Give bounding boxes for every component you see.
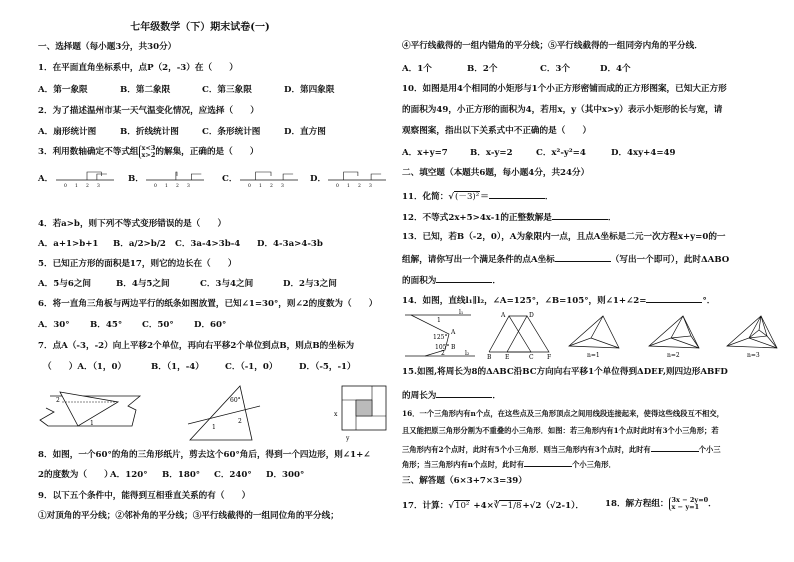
y-label: y [346, 435, 350, 442]
q3-option-c: C． [222, 174, 238, 184]
q11-equals: ＝ [480, 192, 489, 202]
C-label: C [529, 354, 534, 361]
option-a: A．5与6之间 [38, 279, 92, 289]
solution-bracket [344, 172, 358, 180]
equation-1: 3x − 2y=0 [671, 495, 709, 504]
q16-line4 [402, 457, 616, 470]
q7-options [43, 362, 356, 373]
angle-2-label: 2 [441, 350, 445, 357]
option-a: A．1个 [402, 64, 432, 74]
l1-label: l₁ [459, 309, 464, 316]
q3-option-a: A． [38, 174, 54, 184]
n3-label: n=3 [747, 352, 760, 359]
q11-pre: 11．化简： [402, 192, 449, 202]
tick-label: 2 [358, 184, 361, 189]
option-c: C．240° [214, 470, 252, 480]
x-label: x [334, 411, 338, 418]
option-d: D．第四象限 [284, 85, 335, 95]
q13-text-4: 的面积为 [402, 276, 437, 286]
q8-line2 [38, 470, 304, 481]
q17-label: 17．计算： [402, 501, 449, 511]
answer-blank[interactable] [436, 388, 492, 398]
option-d: D．（-5，-1） [299, 362, 356, 372]
tick-label: 3 [369, 184, 372, 189]
q13-text-2: 组解，请你写出一个满足条件的点A坐标 [402, 255, 555, 265]
E-label: E [505, 354, 510, 361]
option-b: B．x-y=2 [470, 148, 513, 158]
q2-text: 2．为了描述温州市某一天气温变化情况，应选择（ ） [38, 106, 259, 116]
q16-text-2: 且又能把原三角形分割为不重叠的小三角形．如图：若三角形内有1个点时此时有3个小三角形；若 [402, 426, 719, 435]
option-b: B．45° [90, 320, 123, 330]
answer-blank[interactable] [651, 442, 699, 452]
q16-text-5: 角形；当三角形内有n个点时，此时有 [402, 460, 525, 469]
q10-figure [334, 384, 390, 442]
option-c: C．x²-y²=4 [536, 148, 586, 158]
tick-label: 2 [270, 184, 273, 189]
q2-options [38, 127, 326, 138]
option-a: （ ）A．（1，0） [43, 362, 127, 372]
q15-end: ． [492, 391, 501, 401]
option-c: C．条形统计图 [202, 127, 261, 137]
page-title: 七年级数学（下）期末试卷(一) [130, 22, 270, 33]
section-2-heading: 二、填空题（本题共6题，每小题4分，共24分） [402, 168, 590, 178]
angle-1-label: 1 [90, 420, 94, 427]
q9-options [402, 64, 631, 75]
angle-2-label: 2 [56, 397, 60, 404]
q17-radicand-1: 10² [455, 501, 470, 511]
q13-end: ． [492, 276, 501, 286]
q15-text-2: 的周长为 [402, 391, 437, 401]
tick-label: 3 [281, 184, 284, 189]
option-a: A．第一象限 [38, 85, 88, 95]
solution-bracket [371, 174, 381, 180]
A-label: A [451, 329, 456, 336]
q16-figures [567, 312, 792, 360]
q11-radicand: (－3)² [455, 192, 480, 202]
q10-options [402, 148, 675, 159]
tick-label: 3 [97, 184, 100, 189]
ineq-2: x>2 [141, 150, 156, 159]
n1-label: n=1 [587, 352, 600, 359]
option-d: D．2与3之间 [283, 279, 337, 289]
B-label: B [487, 354, 492, 361]
option-a: A．扇形统计图 [38, 127, 97, 137]
equation-system [669, 497, 709, 511]
q5-text: 5．已知正方形的面积是17，则它的边长在（ ） [38, 259, 237, 269]
q3-text [38, 144, 259, 160]
q9-conditions-1: ①对顶角的平分线；②邻补角的平分线；③平行线截得的一组同位角的平分线； [38, 511, 339, 521]
q17-radicand-2: −1/8 [500, 501, 522, 511]
q3-post: 的解集，正确的是（ ） [155, 147, 259, 157]
q6-figure [38, 392, 148, 442]
q4-text: 4．若a>b，则下列不等式变形错误的是（ ） [38, 219, 227, 229]
option-b: B．180° [162, 470, 201, 480]
angle-60-label: 60° [230, 397, 241, 404]
option-d: D．300° [266, 470, 305, 480]
inequality-system [139, 145, 156, 159]
q14-text: 14．如图，直线l₁∥l₂，∠A=125°，∠B=105°，则∠1+∠2= [402, 296, 647, 306]
q6-options [38, 320, 226, 331]
q3-pre: 3．利用数轴确定不等式组 [38, 147, 139, 157]
q17-mid: +4× [473, 501, 494, 511]
q1-options [38, 85, 334, 96]
q14-end: °． [702, 296, 716, 306]
q10-text-1: 10．如图是用4个相同的小矩形与1个小正方形密铺而成的正方形图案，已知大正方形 [402, 84, 727, 94]
answer-blank[interactable] [555, 252, 611, 262]
answer-blank[interactable] [489, 189, 545, 199]
q13-line3 [402, 273, 501, 287]
q13-text-1: 13．已知，若B（-2，0），A为象限内一点，且点A坐标是二元一次方程x+y=0的一 [402, 232, 726, 242]
q10-text-2: 的面积为49，小正方形的面积为4，若用x，y（其中x>y）表示小矩形的长与宽，请 [402, 105, 723, 115]
q16-text-1: 16．一个三角形内有n个点，在这些点及三角形顶点之间用线段连接起来，使得这些线段互不相交， [402, 409, 724, 418]
option-d: D．4xy+4=49 [611, 148, 676, 158]
section-1-heading: 一、选择题（每小题3分，共30分） [38, 42, 177, 52]
q18-label: 18．解方程组： [605, 499, 669, 509]
q11-end: ． [544, 192, 554, 202]
125-label: 125° [433, 334, 448, 341]
option-d: D．直方图 [284, 127, 326, 137]
equation-2: x − y=1 [671, 502, 700, 511]
angle-1-label: 1 [437, 317, 441, 324]
option-a: A．120° [110, 470, 148, 480]
number-line [240, 168, 300, 188]
q6-text: 6．将一直角三角板与两边平行的纸条如图放置，已知∠1=30°，则∠2的度数为（ ） [38, 299, 378, 309]
q1-text: 1．在平面直角坐标系中，点P（2，-3）在（ ） [38, 63, 238, 73]
section-3-heading: 三、解答题（6×3+7×3=39） [402, 476, 527, 486]
solution-bracket [256, 172, 271, 180]
tick-label: 1 [165, 184, 168, 189]
q15-line2 [402, 388, 501, 402]
angle-2-label: 2 [238, 418, 242, 425]
option-b: B．a/2>b/2 [113, 239, 166, 249]
number-line [56, 168, 116, 188]
l2-label: l₂ [465, 350, 470, 357]
q12-end: ． [607, 213, 617, 223]
solution-bracket [191, 174, 201, 180]
answer-blank[interactable] [552, 210, 608, 220]
number-line [146, 168, 206, 188]
option-b: B．2个 [467, 64, 498, 74]
q17: 17．计算：√10² +4×∛−1/8+√2（√2-1）． [402, 501, 584, 511]
option-b: B．折线统计图 [120, 127, 179, 137]
tick-label: 1 [259, 184, 262, 189]
q4-options [38, 239, 323, 250]
option-a: A．x+y=7 [402, 148, 448, 158]
D-label: D [529, 312, 534, 319]
q14 [402, 293, 715, 307]
q8-text-2: 2的度数为（ ） [38, 470, 113, 480]
tick-label: 2 [86, 184, 89, 189]
q14-figure [405, 309, 479, 358]
tick-label: 0 [154, 184, 157, 189]
q12-text: 12．不等式2x+5>4x-1的正整数解是 [402, 213, 552, 223]
q16-line3 [402, 442, 721, 455]
q3-option-d: D． [310, 174, 327, 184]
option-a: A．a+1>b+1 [38, 239, 99, 249]
tick-label: 0 [248, 184, 251, 189]
q8-text: 8．如图，一个60°的角的三角形纸片，剪去这个60°角后，得到一个四边形，则∠1+∠ [38, 450, 371, 460]
q11: 11．化简：√(－3)²＝ ． [402, 189, 553, 203]
option-a: A．30° [38, 320, 70, 330]
solution-bracket [97, 174, 107, 180]
q10-text-3: 观察图案，指出以下关系式中不正确的是（ ） [402, 126, 592, 136]
q17-tail: +√2（√2-1）． [522, 501, 584, 511]
solution-bracket [176, 172, 177, 180]
option-b: B．第二象限 [120, 85, 171, 95]
solution-bracket [283, 174, 293, 180]
tick-label: 0 [336, 184, 339, 189]
105-label: 105° [435, 344, 450, 351]
A-label: A [501, 312, 506, 319]
q15-text-1: 15.如图,将周长为8的ΔABC沿BC方向向右平移1个单位得到ΔDEF,则四边形ABFD [402, 367, 728, 377]
q9-text: 9．以下五个条件中，能得到互相垂直关系的有（ ） [38, 491, 251, 501]
option-b: B．4与5之间 [116, 279, 170, 289]
option-c: C．3a-4>3b-4 [175, 239, 241, 249]
n2-label: n=2 [667, 352, 680, 359]
F-label: F [547, 354, 552, 361]
q16-text-4: 个小三 [698, 445, 721, 454]
tick-label: 0 [64, 184, 67, 189]
q18-end: ． [708, 499, 717, 509]
q16-text-6: 个小三角形． [572, 460, 616, 469]
answer-blank[interactable] [436, 273, 492, 283]
B-label: B [451, 344, 456, 351]
q15-figure [487, 312, 557, 360]
answer-blank[interactable] [646, 293, 702, 303]
option-b: B．（1，-4） [151, 362, 204, 372]
q3-option-b: B． [128, 174, 144, 184]
solution-bracket [87, 172, 101, 180]
option-d: D．4-3a>4-3b [257, 239, 323, 249]
q9-conditions-2: ④平行线截得的一组内错角的平分线；⑤平行线截得的一组同旁内角的平分线． [402, 41, 703, 51]
ineq-1: x<3 [141, 143, 156, 152]
option-d: D．4个 [600, 64, 631, 74]
angle-1-label: 1 [212, 424, 216, 431]
tick-label: 3 [187, 184, 190, 189]
q16-text-3: 三角形内有2个点时，此时有5个小三角形．则当三角形内有3个点时，此时有 [402, 445, 651, 454]
option-c: C．第三象限 [202, 85, 252, 95]
tick-label: 2 [176, 184, 179, 189]
q13-line2 [402, 252, 729, 266]
option-c: C．3与4之间 [200, 279, 254, 289]
option-c: C．50° [142, 320, 174, 330]
q12 [402, 210, 617, 224]
answer-blank[interactable] [524, 457, 572, 467]
option-d: D．60° [194, 320, 227, 330]
tick-label: 1 [75, 184, 78, 189]
q7-text: 7．点A（-3，-2）向上平移2个单位，再向右平移2个单位到点B，则点B的坐标为 [38, 341, 355, 351]
number-line [328, 168, 388, 188]
option-c: C．3个 [540, 64, 571, 74]
q5-options [38, 279, 337, 290]
q18 [605, 496, 717, 512]
q8-figure [188, 384, 264, 442]
tick-label: 1 [347, 184, 350, 189]
option-c: C．（-1，0） [225, 362, 278, 372]
q13-text-3: （写出一个即可），此时ΔABO [610, 255, 730, 265]
